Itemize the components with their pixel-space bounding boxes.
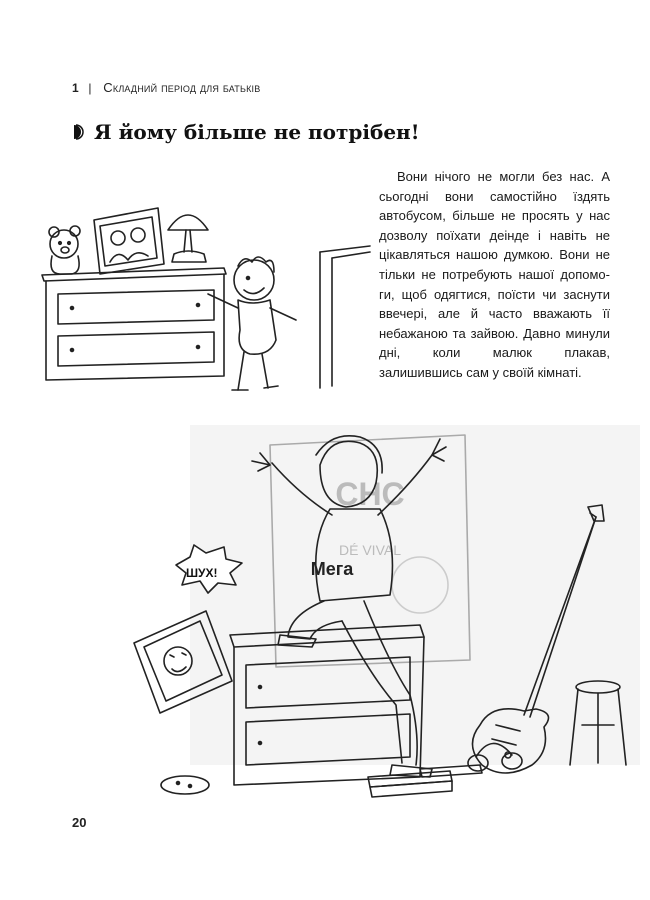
section-heading [72,120,419,144]
running-head-separator: | [88,81,92,95]
section-heading-text: Я йому більше не потрібен! [94,120,420,144]
page-number: 20 [72,815,87,830]
door-drawing [320,246,370,388]
books-stack-drawing [368,765,482,797]
poster-subtext: DÉ VIVAL [339,542,401,558]
toddler-dresser-illustration [38,190,373,400]
teenager-dresser-illustration [120,425,640,810]
half-circle-bullet-icon [72,124,86,140]
toddler-drawing [208,257,296,390]
shirt-text: Мега [310,559,354,579]
running-head [72,80,260,95]
cookie-plate-drawing [161,776,209,794]
teddy-bear-drawing [49,226,80,274]
photo-frame-drawing [94,208,164,274]
body-paragraph: Вони нічого не могли без нас. А сьогодні вони самостійно їздять автобусом, більше не просять у нас дозволу поїхати деінде і навіть не цікавляться нашою думкою. Вони не тільки не потребують нашої допомоги, щоб одягтися, поїсти чи заснути ввечері, але й часто вважають її небажаною та зайвою. Давно минули дні, коли малюк плакав, залишившись сам у своїй кімнаті. [379,169,610,380]
dresser-drawing [42,268,226,380]
chapter-number: 1 [72,81,79,95]
chapter-title: Складний період для батьків [103,80,261,95]
lamp-drawing [168,215,208,262]
sound-effect-text: ШУХ! [186,566,218,580]
poster-text: CHC [335,476,405,512]
